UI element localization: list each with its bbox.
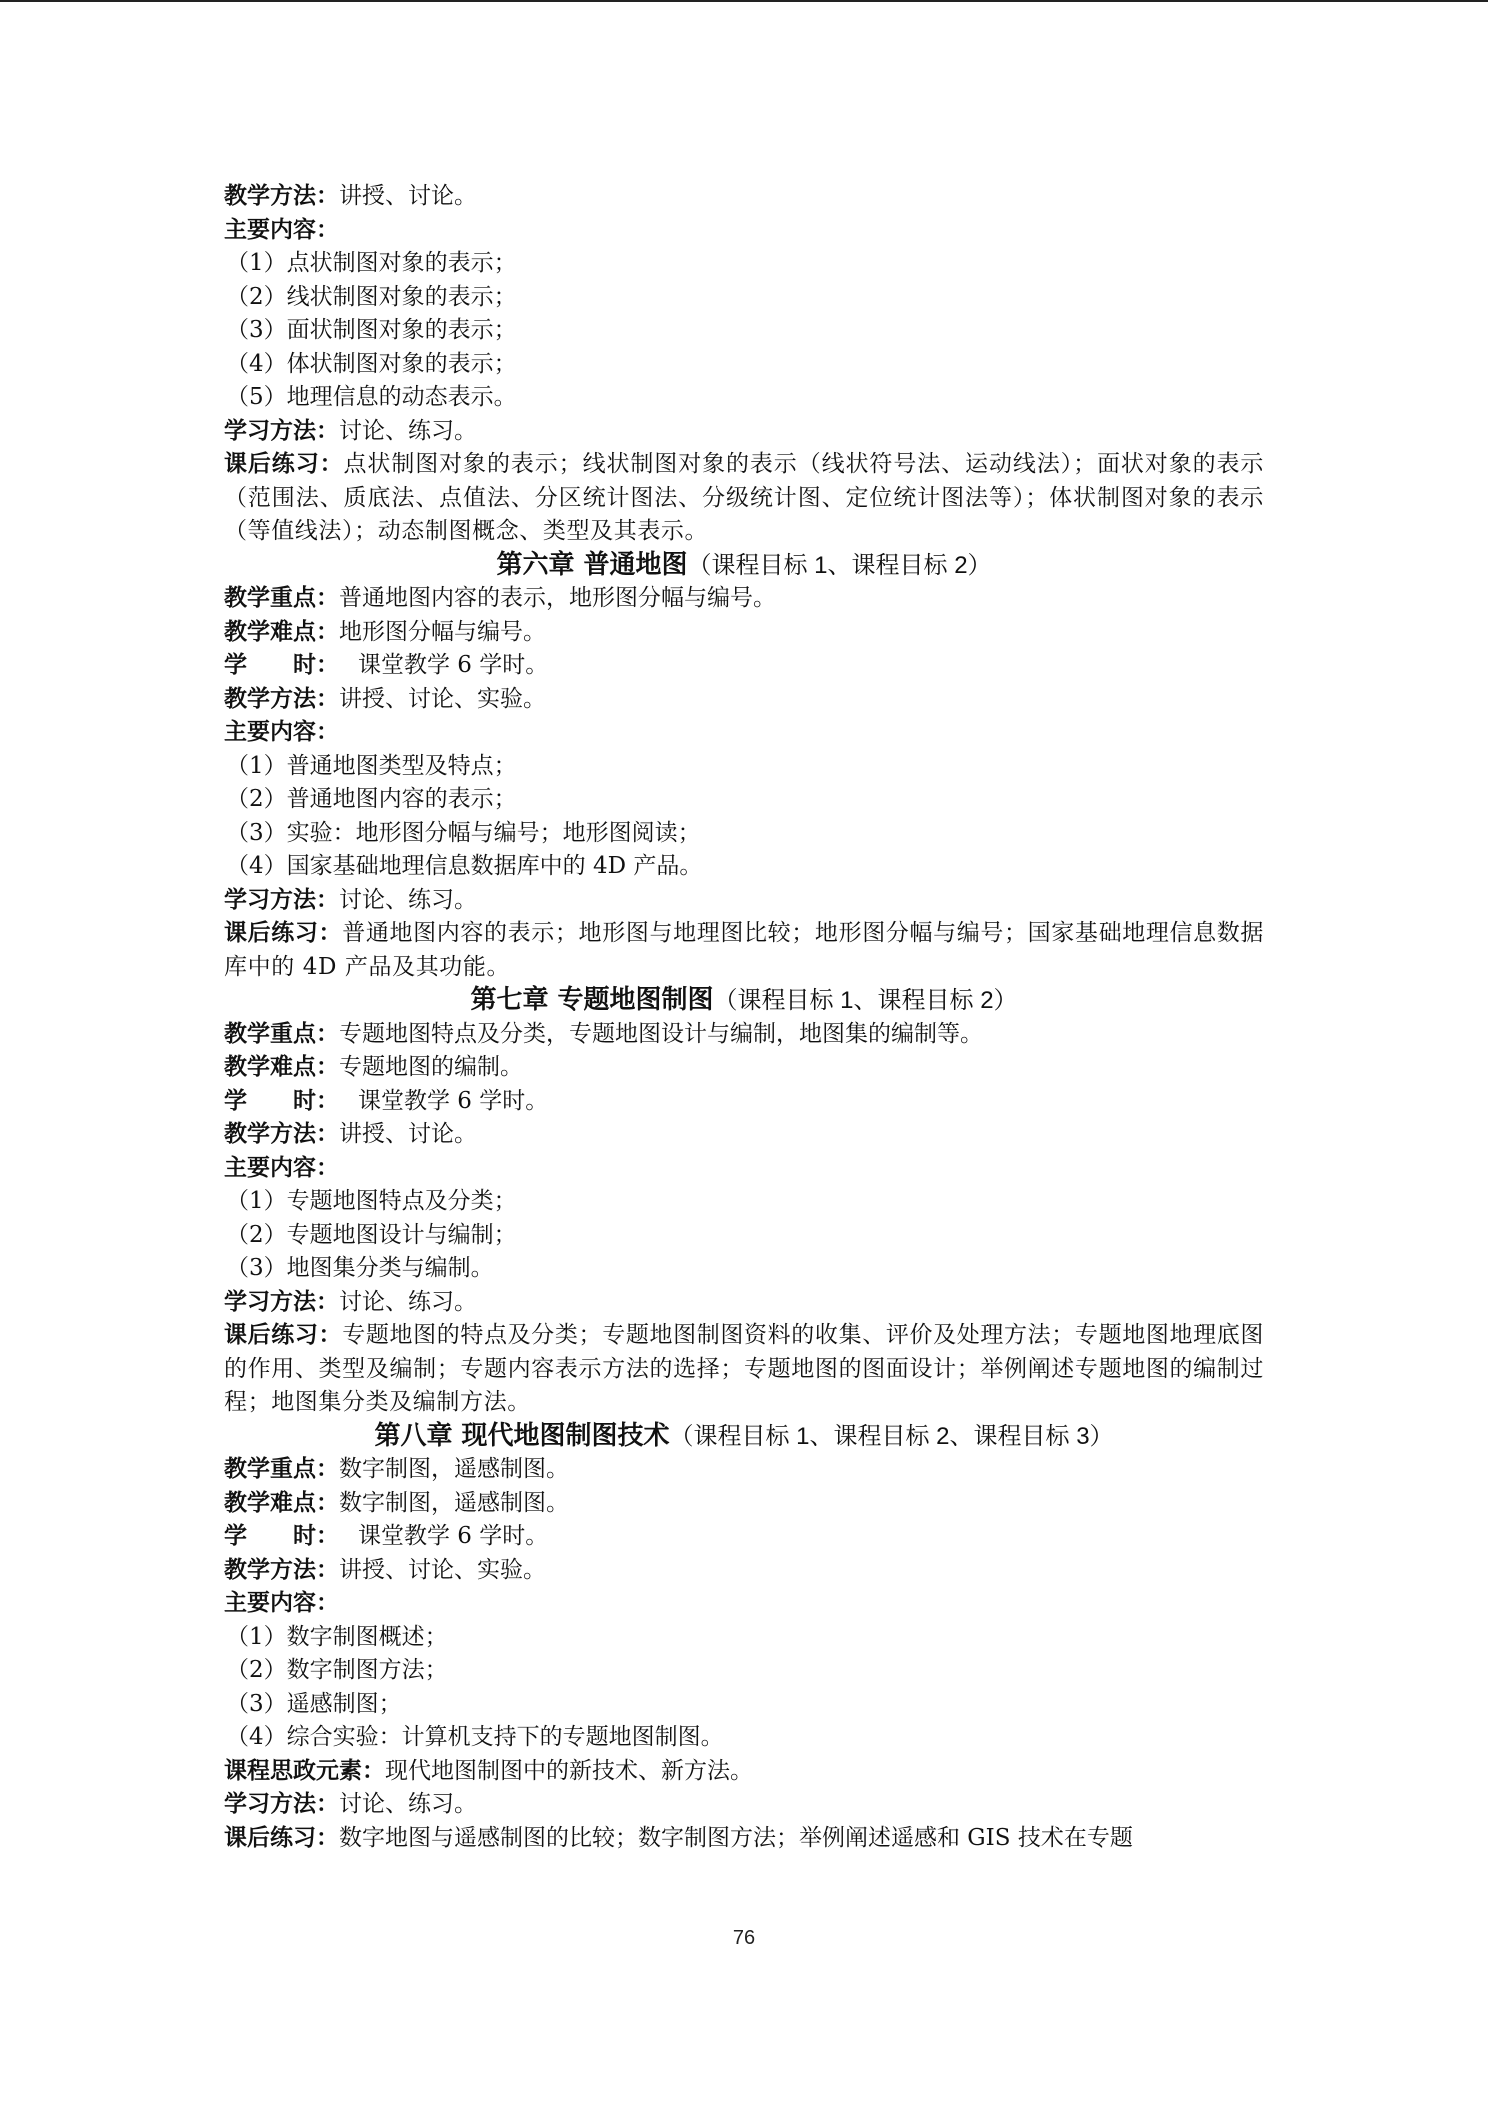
study-method: 学习方法：讨论、练习。 (224, 1791, 477, 1817)
teaching-method: 教学方法：讲授、讨论、实验。 (224, 1556, 546, 1583)
study-method: 学习方法：讨论、练习。 (224, 1288, 477, 1315)
list-item: （5）地理信息的动态表示。 (226, 384, 517, 410)
page-number: 76 (732, 1927, 756, 1949)
teaching-method: 教学方法：讲授、讨论、实验。 (224, 685, 546, 712)
ideology-elements: 课程思政元素：现代地图制图中的新技术、新方法。 (224, 1757, 753, 1784)
list-item: （2）线状制图对象的表示； (226, 283, 517, 310)
main-content-label: 主要内容： (224, 719, 339, 745)
teaching-method: 教学方法：讲授、讨论。 (224, 1121, 477, 1147)
list-item: （1）专题地图特点及分类； (226, 1188, 517, 1214)
main-content-label: 主要内容： (224, 216, 339, 243)
teaching-focus: 教学重点：普通地图内容的表示，地形图分幅与编号。 (224, 585, 776, 611)
chapter-eight-heading: 第八章 现代地图制图技术（课程目标 1、课程目标 2、课程目标 3） (374, 1420, 1114, 1451)
list-item: （3）地图集分类与编制。 (226, 1255, 494, 1281)
list-item: （1）普通地图类型及特点； (226, 752, 517, 779)
study-method: 学习方法：讨论、练习。 (224, 417, 477, 444)
class-hours: 学 时： 课堂教学 6 学时。 (224, 1087, 549, 1114)
chapter-six-heading: 第六章 普通地图（课程目标 1、课程目标 2） (496, 549, 992, 580)
list-item: （2）普通地图内容的表示； (226, 786, 517, 812)
after-class-exercise: 课后练习：专题地图的特点及分类；专题地图制图资料的收集、评价及处理方法；专题地图地理底图的作用、类型及编制；专题内容表示方法的选择；专题地图的图面设计；举例阐述专题地图的编制过程；地图集分类及编制方法。 (224, 1322, 1264, 1415)
teaching-difficulty: 教学难点：地形图分幅与编号。 (224, 618, 546, 645)
class-hours: 学 时： 课堂教学 6 学时。 (224, 1523, 549, 1549)
main-content-label: 主要内容： (224, 1154, 339, 1181)
after-class-exercise: 课后练习：数字地图与遥感制图的比较；数字制图方法；举例阐述遥感和 GIS 技术在专题 (224, 1824, 1133, 1851)
page-top-border (0, 0, 1488, 2)
chapter-seven-heading: 第七章 专题地图制图（课程目标 1、课程目标 2） (470, 985, 1018, 1015)
list-item: （1）数字制图概述； (226, 1623, 448, 1650)
list-item: （2）数字制图方法； (226, 1657, 448, 1683)
list-item: （3）实验：地形图分幅与编号；地形图阅读； (226, 819, 701, 846)
after-class-exercise: 课后练习：点状制图对象的表示；线状制图对象的表示（线状符号法、运动线法）；面状对象的表示（范围法、质底法、点值法、分区统计图法、分级统计图、定位统计图法等）；体状制图对象的表示（等值线法）；动态制图概念、类型及其表示。 (224, 451, 1265, 544)
teaching-difficulty: 教学难点：专题地图的编制。 (224, 1054, 523, 1080)
teaching-focus: 教学重点：专题地图特点及分类，专题地图设计与编制，地图集的编制等。 (224, 1020, 983, 1047)
list-item: （3）遥感制图； (226, 1690, 402, 1717)
list-item: （3）面状制图对象的表示； (226, 317, 517, 343)
teaching-difficulty: 教学难点：数字制图，遥感制图。 (224, 1489, 569, 1516)
list-item: （1）点状制图对象的表示； (226, 250, 517, 276)
study-method: 学习方法：讨论、练习。 (224, 886, 477, 913)
after-class-exercise: 课后练习：普通地图内容的表示；地形图与地理图比较；地形图分幅与编号；国家基础地理信息数据库中的 4D 产品及其功能。 (224, 920, 1264, 980)
teaching-focus: 教学重点：数字制图，遥感制图。 (224, 1456, 569, 1482)
list-item: （4）国家基础地理信息数据库中的 4D 产品。 (226, 853, 703, 879)
list-item: （4）体状制图对象的表示； (226, 350, 517, 377)
list-item: （4）综合实验：计算机支持下的专题地图制图。 (226, 1724, 724, 1750)
main-content-label: 主要内容： (224, 1590, 339, 1616)
list-item: （2）专题地图设计与编制； (226, 1221, 517, 1248)
teaching-method: 教学方法：讲授、讨论。 (224, 183, 477, 209)
class-hours: 学 时： 课堂教学 6 学时。 (224, 652, 549, 678)
document-body (224, 180, 1264, 1855)
